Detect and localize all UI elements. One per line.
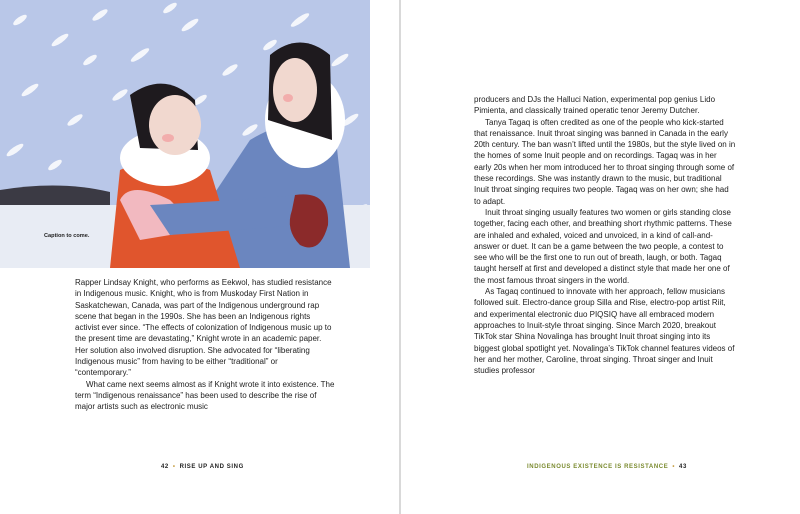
right-page — [401, 0, 800, 514]
right-folio — [527, 464, 687, 470]
folio-separator: • — [672, 464, 676, 470]
paragraph: As Tagaq continued to innovate with her approach, fellow musicians followed suit. Electro-dance group Silla and Rise, electro-pop artist Riit, and experimental electronic duo PIQSIQ have all embraced modern approaches to Inuit-style throat singing. Since March 2020, breakout TikTok star Shina Novalinga has brought Inuit throat singing into its biggest global spotlight yet. Novalinga’s TikTok channel features videos of her and her mother, Caroline, throat singing. Throat singer and Inuit studies professor — [474, 287, 735, 376]
folio-separator: • — [172, 464, 176, 470]
throat-singers-illustration — [0, 0, 370, 268]
paragraph: Rapper Lindsay Knight, who performs as Eekwol, has studied resistance in Indigenous music. Knight, who is from Muskoday First Nation in Saskatchewan, Canada, was part of the Indigenous underground rap scene that began in the 1990s. She has been an Indigenous rights activist ever since. “The effects of colonization of Indigenous music up to the present time are devastating,” Knight wrote in an academic paper. Her solution also involved disruption. She advocated for “liberating Indigenous music” from having to be either “traditional” or “contemporary.” — [75, 278, 332, 378]
left-folio — [161, 464, 244, 470]
paragraph: What came next seems almost as if Knight wrote it into existence. The term “Indigenous renaissance” has been used to describe the rise of major artists such as electronic music — [75, 379, 335, 412]
paragraph: producers and DJs the Halluci Nation, experimental pop genius Lido Pimienta, and classically trained operatic tenor Jeremy Dutcher. — [474, 95, 716, 116]
paragraph: Inuit throat singing usually features two women or girls standing close together, facing each other, and breathing short rhythmic patterns. These are inhaled and exhaled, voiced and unvoiced, in a kind of call-and-answer or duet. It can be a game between the two people, a contest to see who will be the first one to run out of breath, laugh, or both. Tagaq taught herself at first and developed a distinct style that made her one of the most famous throat singers in the world. — [474, 207, 732, 285]
paragraph: Tanya Tagaq is often credited as one of the people who kick-started that renaissance. Inuit throat singing was banned in Canada in the early 20th century. The ban wasn’t lifted until the 1980s, but the style lived on in the homes of some Inuit people and on recordings. Tagaq was in her early 20s when her mom introduced her to throat singing through some of these recordings. She was instantly drawn to the music, but traditional Inuit throat singing requires two people. Tagaq was on her own; she had to adapt. — [474, 117, 736, 206]
page-number: 43 — [679, 464, 687, 470]
running-head: INDIGENOUS EXISTENCE IS RESISTANCE — [527, 464, 669, 470]
left-page — [0, 0, 399, 514]
illustration-art — [0, 0, 370, 268]
right-body-text — [474, 94, 736, 376]
running-head: RISE UP AND SING — [179, 464, 244, 470]
figure-caption: Caption to come. — [44, 233, 90, 239]
page-number: 42 — [161, 464, 169, 470]
left-body-text — [75, 277, 335, 413]
